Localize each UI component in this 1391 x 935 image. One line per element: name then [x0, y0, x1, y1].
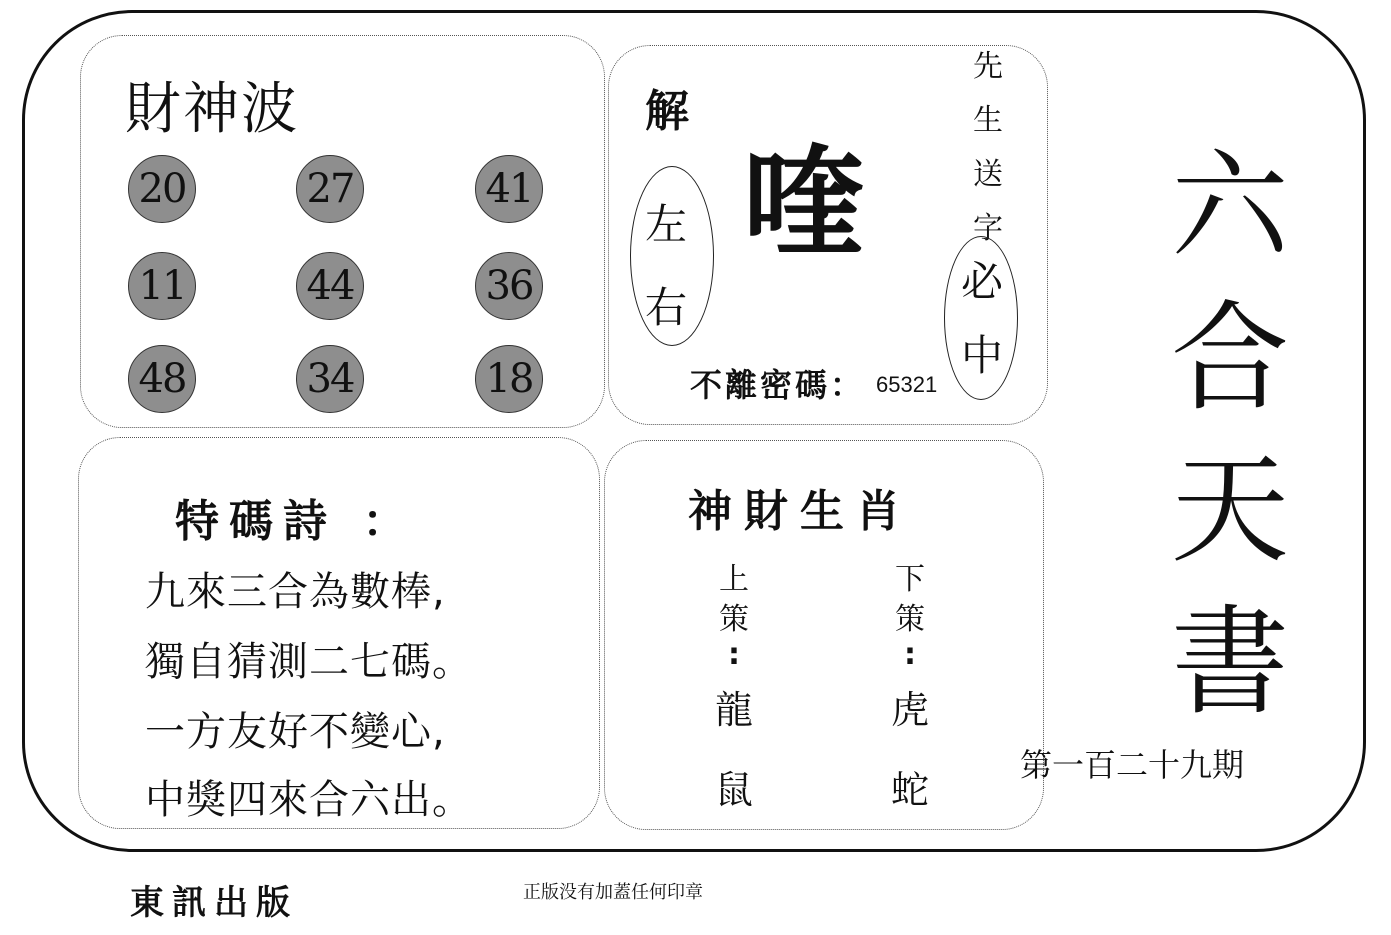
sure-win-text: [958, 245, 1006, 393]
sure-char: 必: [960, 257, 1003, 306]
upper-colon: :: [728, 637, 740, 672]
gift-text: [968, 40, 1008, 256]
number-ball: 41: [475, 155, 543, 223]
number-ball: 34: [296, 345, 364, 413]
poem-title: 特碼詩 ：: [175, 496, 417, 547]
gift-char: 生: [973, 103, 1003, 138]
sure-char: 中: [960, 331, 1003, 380]
decode-label: 解: [645, 86, 689, 137]
lower-label-char: 下: [895, 562, 925, 597]
number-ball: 27: [296, 155, 364, 223]
upper-strategy: [712, 560, 756, 830]
zodiac-title: 神財生肖: [688, 486, 912, 537]
number-ball: 48: [128, 345, 196, 413]
main-title-char: 六: [1170, 137, 1289, 275]
oval-char-left: 左: [645, 200, 688, 249]
gift-char: 字: [973, 211, 1003, 246]
lower-animal: 蛇: [890, 768, 929, 812]
main-title-char: 天: [1170, 441, 1289, 579]
number-ball: 36: [475, 252, 543, 320]
number-ball: 44: [296, 252, 364, 320]
lower-label-char: 策: [895, 602, 925, 637]
upper-animal: 鼠: [714, 768, 753, 812]
upper-label-char: 上: [719, 562, 749, 597]
poem-line: 獨自猜測二七碼。: [145, 639, 473, 685]
issue-label: 第一百二十九期: [1020, 746, 1245, 784]
lower-strategy: [888, 560, 932, 830]
number-ball: 20: [128, 155, 196, 223]
poem-line: 九來三合為數棒,: [145, 569, 446, 615]
upper-animal: 龍: [714, 688, 753, 732]
publisher: 東訊出版: [130, 883, 298, 923]
oval-char-right: 右: [645, 283, 688, 332]
secret-code-value: 65321: [876, 372, 938, 397]
poem-line: 一方友好不變心,: [145, 709, 446, 755]
poem-line: 中獎四來合六出。: [145, 777, 473, 823]
gift-char: 送: [973, 157, 1003, 192]
number-ball: 11: [128, 252, 196, 320]
secret-code-label: 不離密碼：: [690, 366, 866, 404]
wealth-wave-title: 財神波: [125, 77, 299, 142]
upper-label-char: 策: [719, 602, 749, 637]
gift-char: 先: [973, 49, 1003, 84]
main-title-char: 書: [1170, 593, 1289, 731]
lower-animal: 虎: [890, 688, 929, 732]
authenticity-notice: 正版没有加蓋任何印章: [523, 882, 703, 903]
main-title-char: 合: [1170, 289, 1289, 427]
big-character: 喹: [743, 135, 863, 274]
number-ball: 18: [475, 345, 543, 413]
lower-colon: :: [904, 637, 916, 672]
main-title: [1160, 130, 1300, 738]
